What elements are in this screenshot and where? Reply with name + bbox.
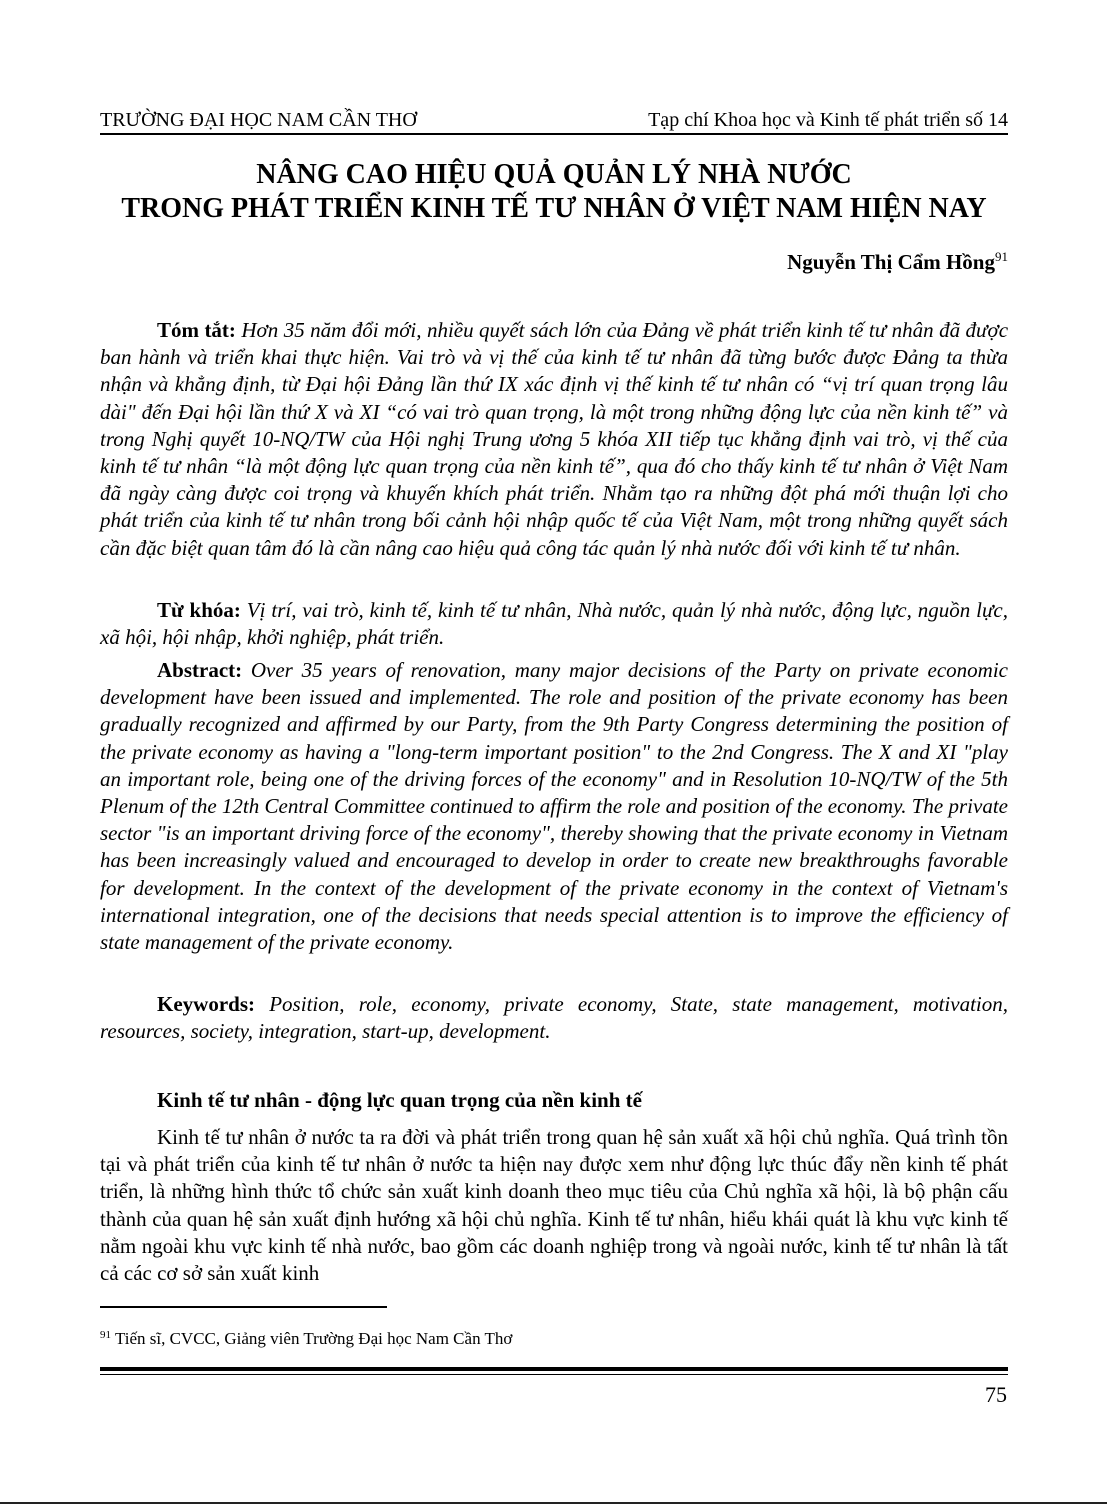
section-heading: Kinh tế tư nhân - động lực quan trọng của nền kinh tế: [157, 1088, 642, 1112]
page-number: 75: [985, 1382, 1007, 1407]
footnote-text: Tiến sĩ, CVCC, Giảng viên Trường Đại học Nam Cần Thơ: [114, 1329, 513, 1348]
abstract-english: [100, 657, 1008, 956]
footnote-mark: 91: [100, 1329, 111, 1341]
running-header: [100, 105, 1008, 135]
header-university: TRƯỜNG ĐẠI HỌC NAM CẦN THƠ: [100, 109, 417, 131]
keywords-vi-label: Từ khóa:: [157, 598, 241, 622]
abstract-vietnamese: [100, 317, 1008, 562]
author-line: [787, 242, 1008, 277]
abstract-vi-text: Hơn 35 năm đổi mới, nhiều quyết sách lớn của Đảng về phát triển kinh tế tư nhân đã được ban hành và triển khai thực hiện. Vai trò và vị thế của kinh tế tư nhân đã từng bước được Đảng ta thừa nhận và khẳng định, từ Đại hội Đảng lần thứ IX xác định vị thế kinh tế tư nhân có “vị trí quan trọng lâu dài" đến Đại hội lần thứ X và XI “có vai trò quan trọng, là một trong những động lực của nền kinh tế” và trong Nghị quyết 10-NQ/TW của Hội nghị Trung ương 5 khóa XII tiếp tục khẳng định vai trò, vị thế của kinh tế tư nhân “là một động lực quan trọng của nền kinh tế”, qua đó cho thấy kinh tế tư nhân ở Việt Nam đã ngày càng được coi trọng và khuyến khích phát triển. Nhằm tạo ra những đột phá mới thuận lợi cho phát triển của kinh tế tư nhân trong bối cảnh hội nhập quốc tế của Việt Nam, một trong những quyết sách cần đặc biệt quan tâm đó là cần nâng cao hiệu quả công tác quản lý nhà nước đối với kinh tế tư nhân.: [100, 318, 1009, 560]
body-paragraph: Kinh tế tư nhân ở nước ta ra đời và phát triển trong quan hệ sản xuất xã hội chủ nghĩa. Quá trình tồn tại và phát triển của kinh tế tư nhân ở nước ta hiện nay được xem như động lực thúc đẩy nền kinh tế phát triển, là những hình thức tổ chức sản xuất kinh doanh theo mục tiêu của Chủ nghĩa xã hội, là bộ phận cấu thành của quan hệ sản xuất định hướng xã hội chủ nghĩa. Kinh tế tư nhân, hiểu khái quát là khu vực kinh tế nằm ngoài khu vực kinh tế nhà nước, bao gồm các doanh nghiệp trong và ngoài nước, kinh tế tư nhân là tất cả các cơ sở sản xuất kinh: [100, 1125, 1008, 1286]
abstract-en-label: Abstract:: [157, 658, 243, 682]
abstract-vi-label: Tóm tắt:: [157, 318, 236, 342]
footer-rule-thick: [100, 1367, 1008, 1371]
keywords-en-text: Position, role, economy, private economy, State, state management, motivation, resources, society, integration, start-up, development.: [100, 992, 1009, 1044]
abstract-en-text: Over 35 years of renovation, many major decisions of the Party on private economic development have been issued and implemented. The role and position of the private economy has been gradually recognized and affirmed by our Party, from the 9th Party Congress determining the position of the private economy as having a "long-term important position" to the 2nd Congress. The X and XI "play an important role, being one of the driving forces of the economy" and in Resolution 10-NQ/TW of the 5th Plenum of the 12th Central Committee continued to affirm the role and position of the economy. The private sector "is an important driving force of the economy", thereby showing that the private economy in Vietnam has been increasingly valued and encouraged to develop in order to create new breakthroughs favorable for development. In the context of the development of the private economy in the context of Vietnam's international integration, one of the decisions that needs special attention is to improve the efficiency of state management of the private economy.: [100, 658, 1008, 955]
footnote: [100, 1324, 512, 1350]
header-journal: Tạp chí Khoa học và Kinh tế phát triển số 14: [648, 109, 1008, 131]
keywords-vietnamese: [100, 597, 1008, 651]
article-title-line-2: TRONG PHÁT TRIỂN KINH TẾ TƯ NHÂN Ở VIỆT NAM HIỆN NAY: [121, 193, 987, 224]
footnote-rule: [100, 1306, 387, 1308]
keywords-english: [100, 991, 1008, 1045]
author-name: Nguyễn Thị Cẩm Hồng: [787, 250, 995, 274]
keywords-vi-text: Vị trí, vai trò, kinh tế, kinh tế tư nhân, Nhà nước, quản lý nhà nước, động lực, nguồn lực, xã hội, hội nhập, khởi nghiệp, phát triển.: [100, 598, 1009, 650]
footer-rule-thin: [100, 1374, 1008, 1375]
author-footnote-mark: 91: [995, 249, 1008, 264]
article-title-line-1: NÂNG CAO HIỆU QUẢ QUẢN LÝ NHÀ NƯỚC: [256, 159, 852, 190]
article-title: [100, 158, 1008, 226]
header-rule: [100, 133, 1008, 135]
keywords-en-label: Keywords:: [157, 992, 255, 1016]
